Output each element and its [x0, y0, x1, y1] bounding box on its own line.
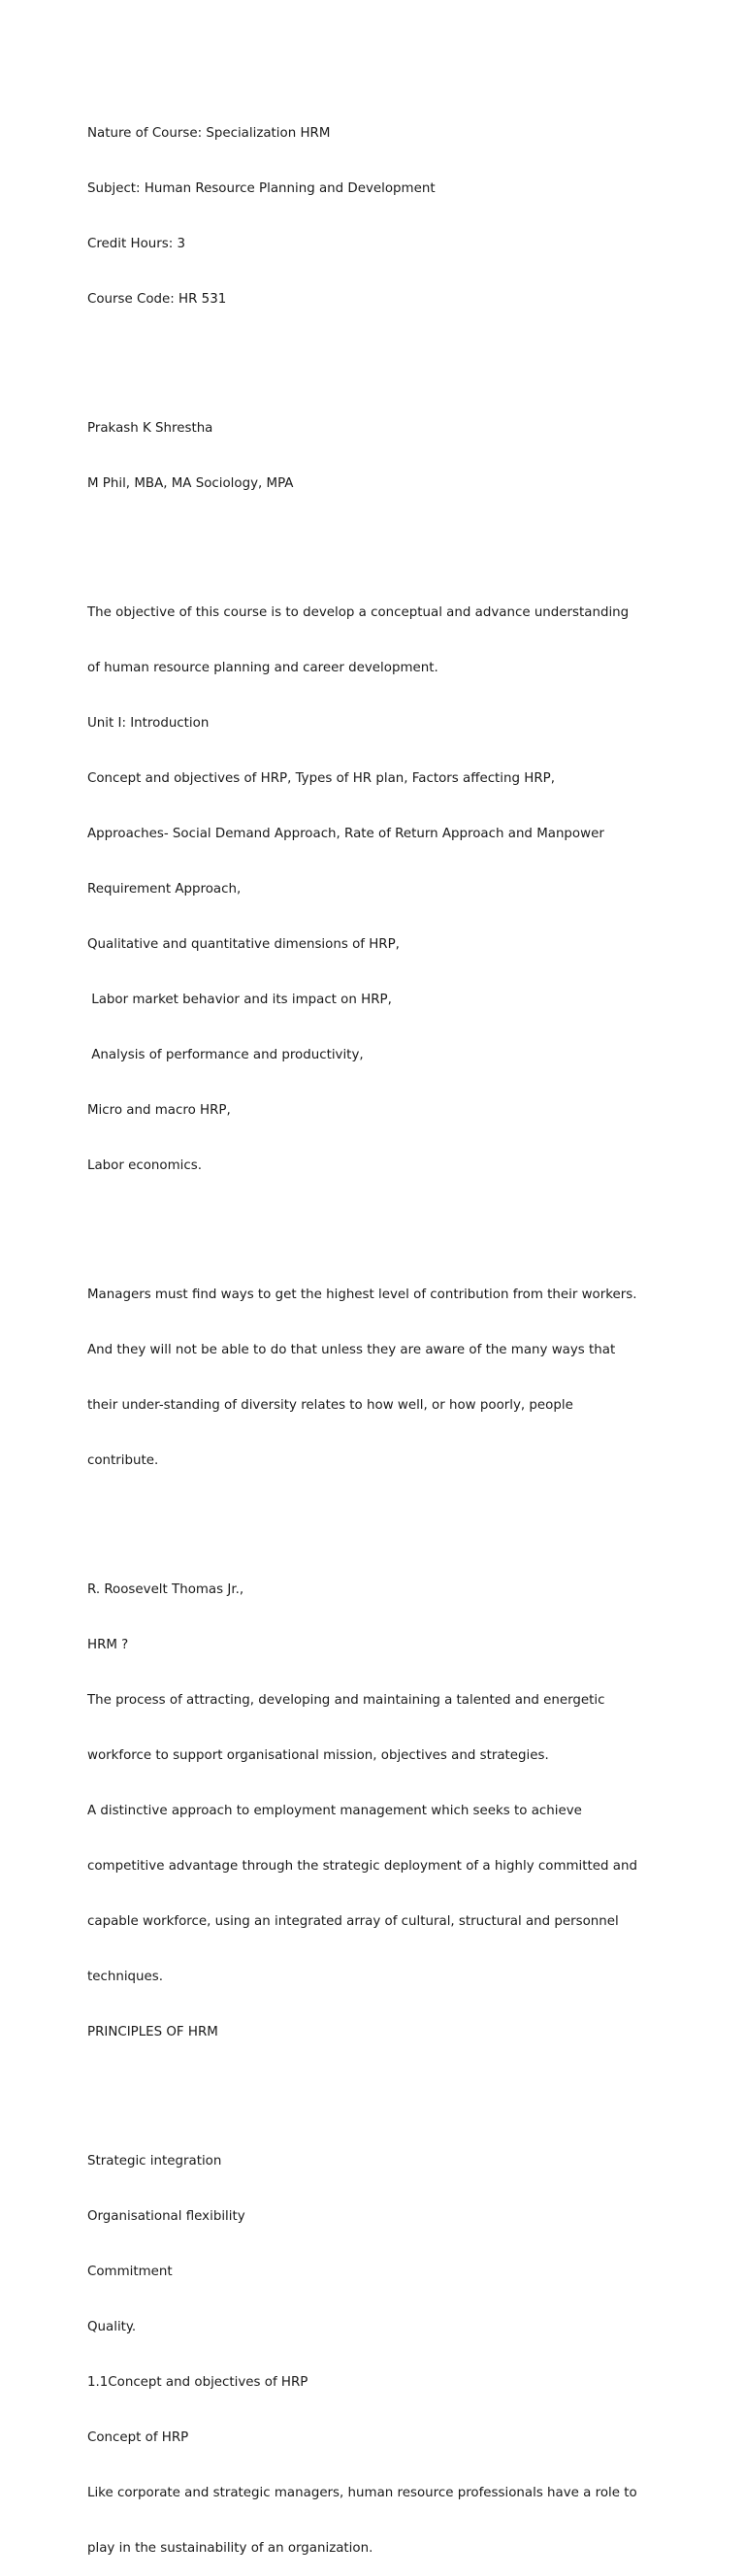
principle-item: Strategic integration [87, 2154, 222, 2168]
spacer [87, 345, 689, 364]
quote-text: contribute. [87, 1453, 159, 1468]
topic-line: Concept and objectives of HRP, Types of HR plan, Factors affecting HRP, [87, 771, 555, 786]
concept-text: play in the sustainability of an organization. [87, 2541, 373, 2556]
hrm-definition: The process of attracting, developing and maintaining a talented and energetic [87, 1693, 605, 1708]
author-name: Prakash K Shrestha [87, 421, 213, 436]
topic-line: Qualitative and quantitative dimensions of HRP, [87, 937, 400, 952]
principle-item: Commitment [87, 2265, 173, 2279]
principle-item: Quality. [87, 2320, 137, 2334]
principles-heading: PRINCIPLES OF HRM [87, 2025, 218, 2039]
course-code: Course Code: HR 531 [87, 292, 227, 307]
spacer [87, 1212, 689, 1230]
quote-text: And they will not be able to do that unless they are aware of the many ways that [87, 1343, 616, 1357]
objective-text: of human resource planning and career development. [87, 661, 438, 675]
course-subject: Subject: Human Resource Planning and Development [87, 181, 436, 196]
hrm-definition: competitive advantage through the strategic deployment of a highly committed and [87, 1859, 637, 1874]
unit-heading: Unit I: Introduction [87, 716, 210, 731]
concept-text: Like corporate and strategic managers, human resource professionals have a role to [87, 2486, 637, 2500]
quote-text: their under-standing of diversity relates to how well, or how poorly, people [87, 1398, 573, 1413]
topic-line: Requirement Approach, [87, 882, 242, 897]
spacer [87, 2078, 689, 2097]
topic-line: Approaches- Social Demand Approach, Rate of Return Approach and Manpower [87, 827, 604, 841]
quote-text: Managers must find ways to get the highest level of contribution from their workers. [87, 1288, 637, 1302]
spacer [87, 530, 689, 548]
topic-line: Analysis of performance and productivity, [87, 1048, 364, 1062]
course-nature: Nature of Course: Specialization HRM [87, 126, 331, 141]
concept-heading: Concept of HRP [87, 2430, 189, 2445]
topic-line: Micro and macro HRP, [87, 1103, 231, 1118]
spacer [87, 1507, 689, 1525]
hrm-definition: capable workforce, using an integrated array of cultural, structural and personnel [87, 1914, 619, 1929]
objective-text: The objective of this course is to develop a conceptual and advance understanding [87, 605, 630, 620]
hrm-definition: workforce to support organisational mission, objectives and strategies. [87, 1748, 549, 1763]
hrm-question: HRM ? [87, 1638, 129, 1652]
document-page [87, 87, 689, 2576]
hrm-definition: A distinctive approach to employment management which seeks to achieve [87, 1804, 582, 1818]
topic-line: Labor market behavior and its impact on HRP, [87, 993, 392, 1007]
hrm-definition: techniques. [87, 1970, 164, 1984]
course-credit-hours: Credit Hours: 3 [87, 237, 186, 251]
principle-item: Organisational flexibility [87, 2209, 245, 2224]
quote-attribution: R. Roosevelt Thomas Jr., [87, 1582, 244, 1597]
author-degrees: M Phil, MBA, MA Sociology, MPA [87, 476, 294, 491]
section-heading: 1.1Concept and objectives of HRP [87, 2375, 308, 2390]
topic-line: Labor economics. [87, 1158, 202, 1173]
